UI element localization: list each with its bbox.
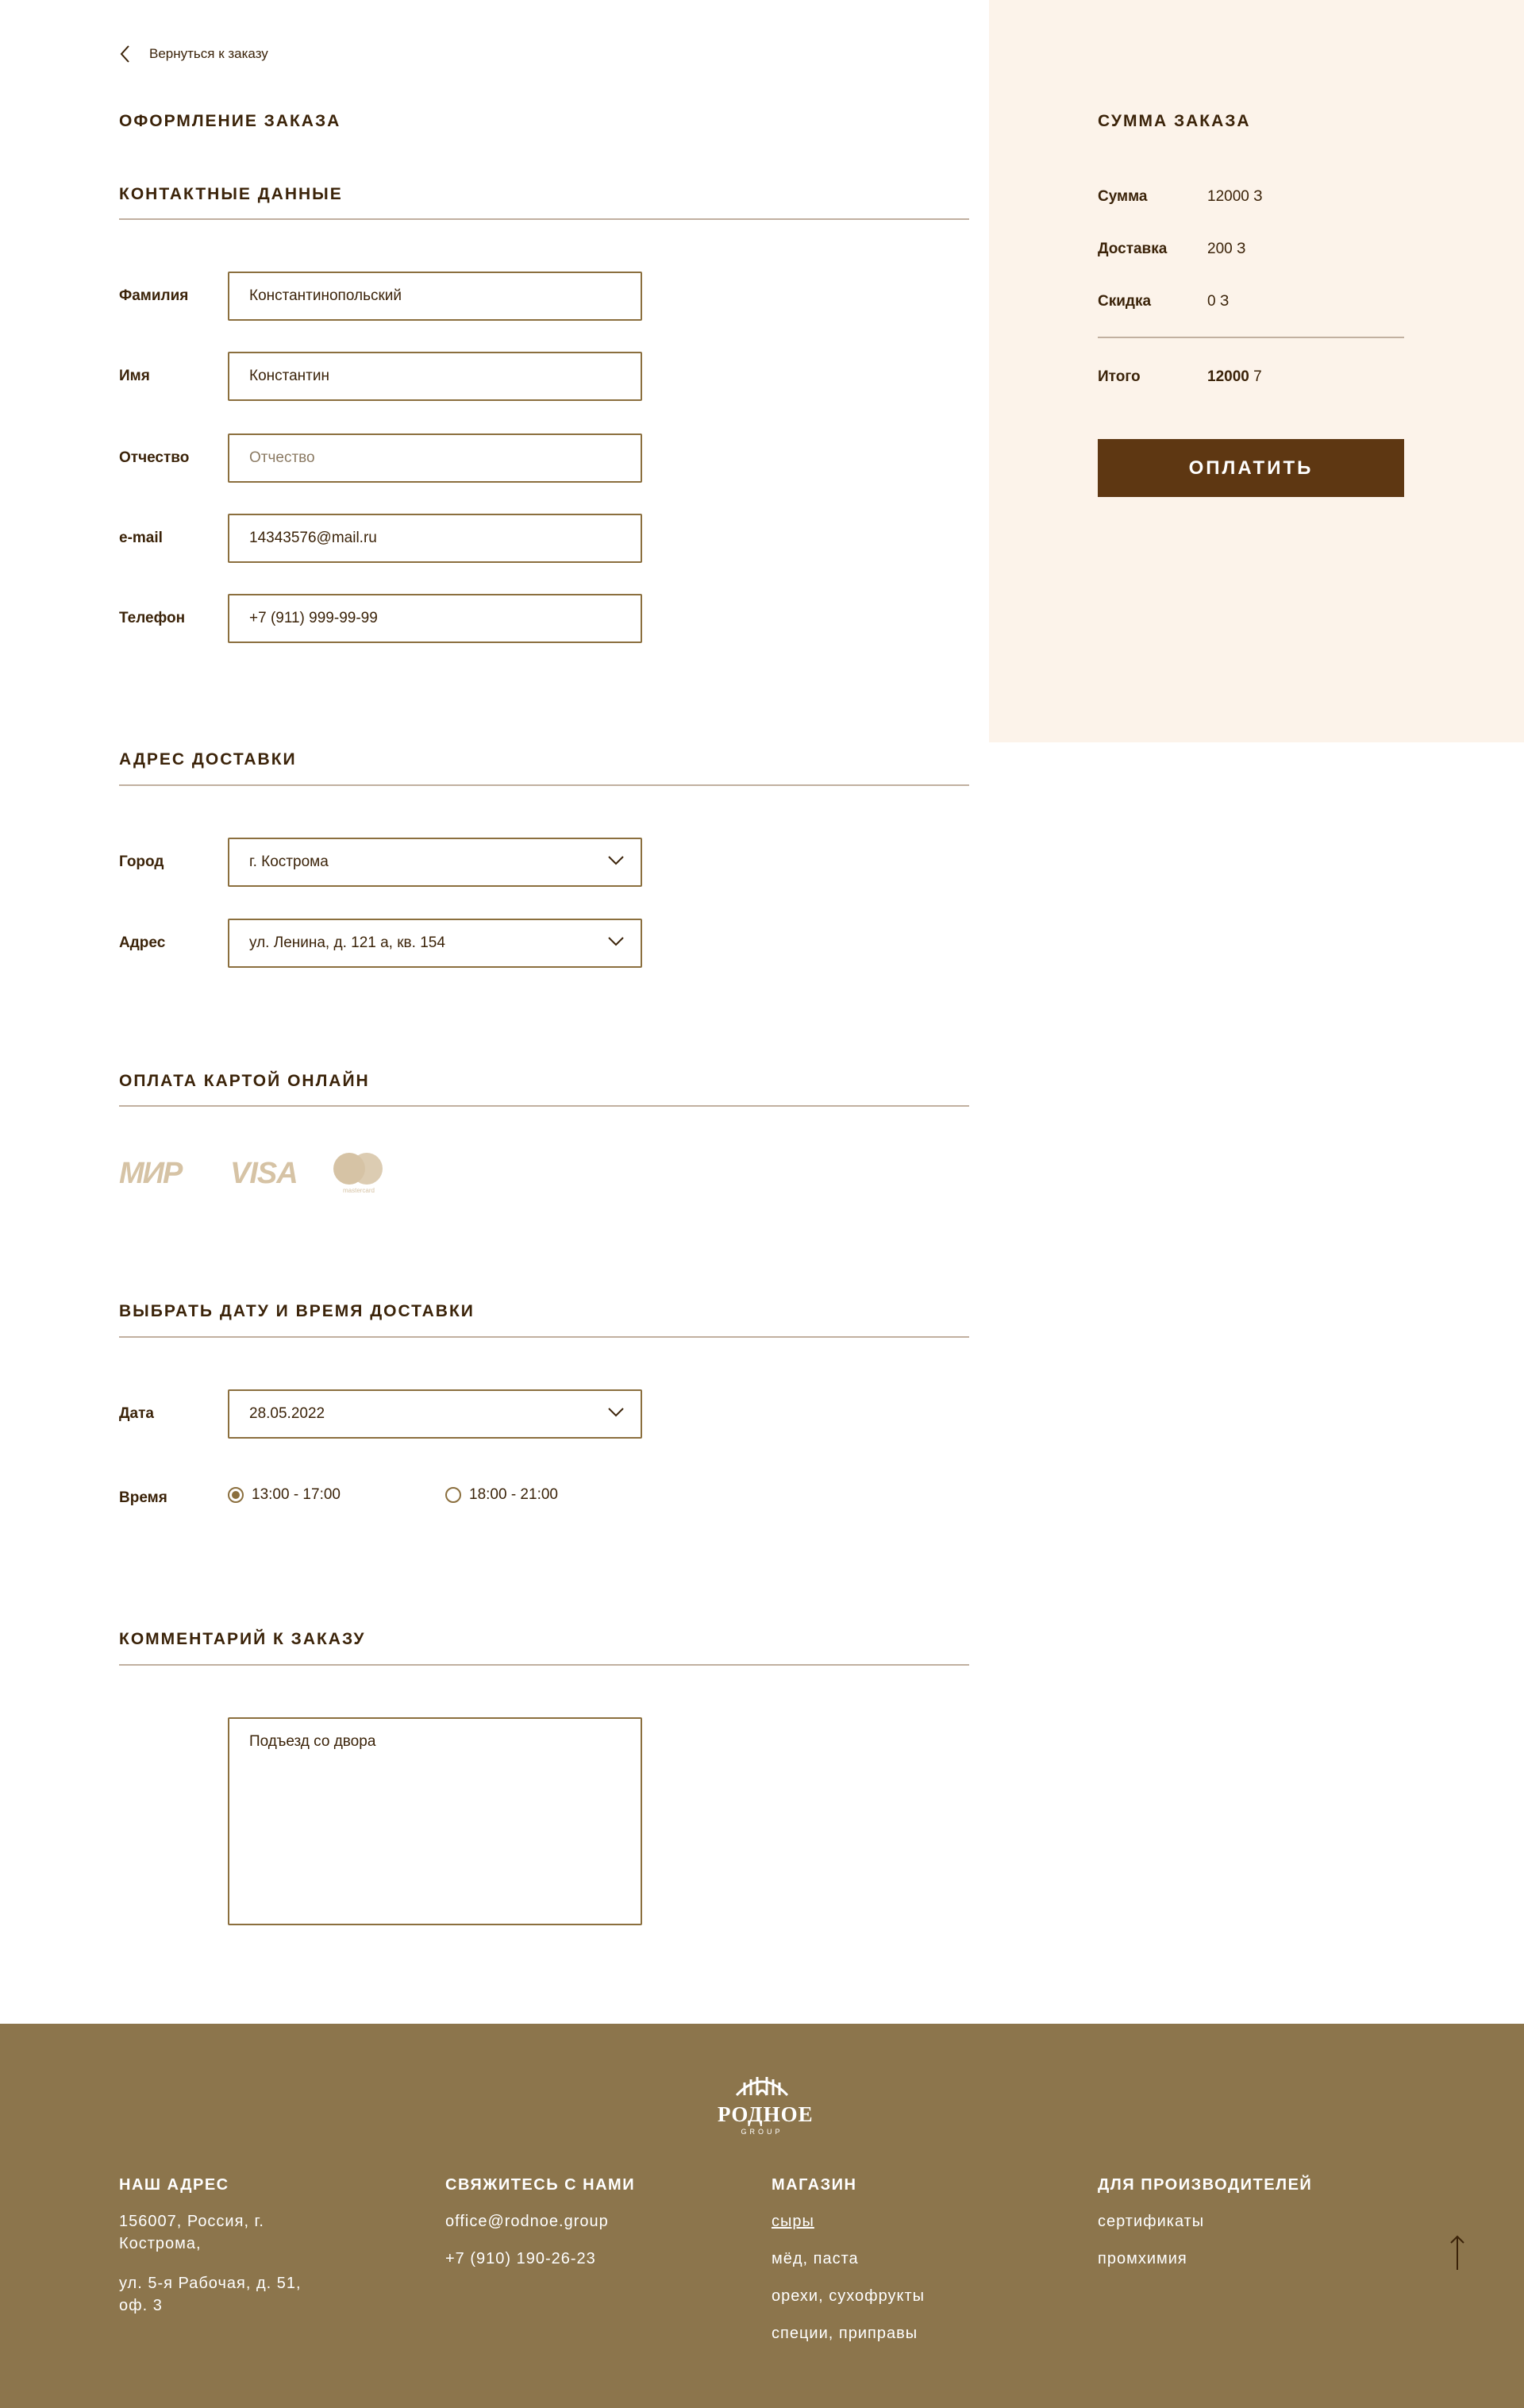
payment-heading: ОПЛАТА КАРТОЙ ОНЛАЙН xyxy=(119,1072,370,1090)
footer-phone-link[interactable]: +7 (910) 190-26-23 xyxy=(445,2250,596,2267)
address-select[interactable] xyxy=(228,919,642,968)
chevron-left-icon xyxy=(119,44,132,64)
patronymic-label: Отчество xyxy=(119,449,190,466)
summary-row-value: 12000 З xyxy=(1207,188,1263,205)
summary-title: СУММА ЗАКАЗА xyxy=(1098,112,1251,130)
footer-producers-heading: ДЛЯ ПРОИЗВОДИТЕЛЕЙ xyxy=(1098,2176,1313,2194)
date-label: Дата xyxy=(119,1405,154,1422)
footer-shop-link[interactable]: специи, приправы xyxy=(772,2325,918,2342)
footer-contact-heading: СВЯЖИТЕСЬ С НАМИ xyxy=(445,2176,636,2194)
email-input[interactable]: 14343576@mail.ru xyxy=(228,514,642,563)
surname-input[interactable]: Константинопольский xyxy=(228,272,642,321)
name-input[interactable]: Константин xyxy=(228,352,642,401)
phone-input[interactable]: +7 (911) 999-99-99 xyxy=(228,594,642,643)
footer-contact-column xyxy=(445,2176,683,2285)
svg-text:МИР: МИР xyxy=(119,1157,182,1189)
mir-card-icon xyxy=(119,1157,200,1189)
footer-shop-link[interactable]: мёд, паста xyxy=(772,2250,859,2267)
time-label: Время xyxy=(119,1489,167,1506)
summary-row-label: Скидка xyxy=(1098,293,1152,310)
back-link-label: Вернуться к заказу xyxy=(149,46,268,61)
summary-row xyxy=(1098,291,1404,313)
address-value: ул. Ленина, д. 121 а, кв. 154 xyxy=(249,934,445,951)
city-select[interactable] xyxy=(228,838,642,887)
footer-address-line: 156007, Россия, г. Кострома, xyxy=(119,2213,264,2252)
delivery-time-heading: ВЫБРАТЬ ДАТУ И ВРЕМЯ ДОСТАВКИ xyxy=(119,1302,475,1320)
footer-shop-link[interactable]: сыры xyxy=(772,2213,814,2230)
logo-sub: GROUP xyxy=(741,2128,783,2136)
phone-label: Телефон xyxy=(119,610,186,626)
page-title: ОФОРМЛЕНИЕ ЗАКАЗА xyxy=(119,112,341,130)
summary-row-value: 0 З xyxy=(1207,293,1230,310)
divider xyxy=(119,1336,969,1338)
svg-text:mastercard: mastercard xyxy=(342,1187,375,1194)
address-label: Адрес xyxy=(119,934,166,951)
radio-unselected-icon xyxy=(445,1487,461,1503)
divider xyxy=(119,784,969,786)
summary-total-currency: 7 xyxy=(1253,368,1262,385)
logo[interactable] xyxy=(718,2073,814,2136)
footer xyxy=(0,2024,1524,2408)
footer-address-column xyxy=(119,2176,357,2334)
pay-button[interactable]: ОПЛАТИТЬ xyxy=(1098,439,1404,497)
logo-name: РОДНОЕ xyxy=(718,2102,814,2126)
scroll-to-top-arrow-icon[interactable] xyxy=(1446,2233,1468,2273)
time-option-label: 13:00 - 17:00 xyxy=(252,1486,341,1503)
delivery-address-heading: АДРЕС ДОСТАВКИ xyxy=(119,750,297,769)
footer-shop-link[interactable]: орехи, сухофрукты xyxy=(772,2287,925,2305)
chevron-down-icon xyxy=(607,936,625,947)
time-option-radio[interactable] xyxy=(445,1486,558,1504)
footer-address-line: ул. 5-я Рабочая, д. 51, оф. 3 xyxy=(119,2275,302,2314)
name-label: Имя xyxy=(119,368,150,384)
footer-producers-column xyxy=(1098,2176,1336,2285)
summary-total-label: Итого xyxy=(1098,368,1141,385)
date-select[interactable] xyxy=(228,1389,642,1439)
summary-total-row xyxy=(1098,366,1404,388)
patronymic-input[interactable]: Отчество xyxy=(228,433,642,483)
payment-cards xyxy=(119,1150,386,1196)
footer-email-link[interactable]: office@rodnoe.group xyxy=(445,2213,609,2230)
summary-row xyxy=(1098,238,1404,260)
time-option-label: 18:00 - 21:00 xyxy=(469,1486,558,1503)
summary-row xyxy=(1098,186,1404,208)
footer-producers-link[interactable]: промхимия xyxy=(1098,2250,1187,2267)
city-label: Город xyxy=(119,853,164,870)
divider xyxy=(119,1664,969,1666)
city-value: г. Кострома xyxy=(249,853,329,870)
logo-emblem-icon xyxy=(733,2073,791,2097)
visa-card-icon xyxy=(230,1157,302,1189)
surname-label: Фамилия xyxy=(119,287,189,304)
divider xyxy=(119,1105,969,1107)
comment-heading: КОММЕНТАРИЙ К ЗАКАЗУ xyxy=(119,1630,366,1648)
summary-total-amount: 12000 xyxy=(1207,368,1249,385)
footer-producers-link[interactable]: сертификаты xyxy=(1098,2213,1205,2230)
divider xyxy=(119,218,969,220)
radio-selected-icon xyxy=(228,1487,244,1503)
summary-total-value xyxy=(1207,368,1262,386)
summary-row-label: Доставка xyxy=(1098,241,1168,257)
svg-text:VISA: VISA xyxy=(230,1157,298,1189)
footer-shop-heading: МАГАЗИН xyxy=(772,2176,857,2194)
summary-row-label: Сумма xyxy=(1098,188,1148,205)
contacts-heading: КОНТАКТНЫЕ ДАННЫЕ xyxy=(119,185,343,203)
mastercard-icon xyxy=(332,1150,386,1196)
time-option-radio[interactable] xyxy=(228,1486,341,1504)
divider xyxy=(1098,337,1404,338)
summary-row-value: 200 З xyxy=(1207,241,1246,257)
comment-textarea[interactable]: Подъезд со двора xyxy=(228,1717,642,1925)
date-value: 28.05.2022 xyxy=(249,1405,325,1422)
chevron-down-icon xyxy=(607,855,625,866)
back-to-order-link[interactable] xyxy=(119,41,268,67)
chevron-down-icon xyxy=(607,1407,625,1418)
footer-address-heading: НАШ АДРЕС xyxy=(119,2176,229,2194)
email-label: e-mail xyxy=(119,530,163,546)
footer-shop-column xyxy=(772,2176,1010,2360)
